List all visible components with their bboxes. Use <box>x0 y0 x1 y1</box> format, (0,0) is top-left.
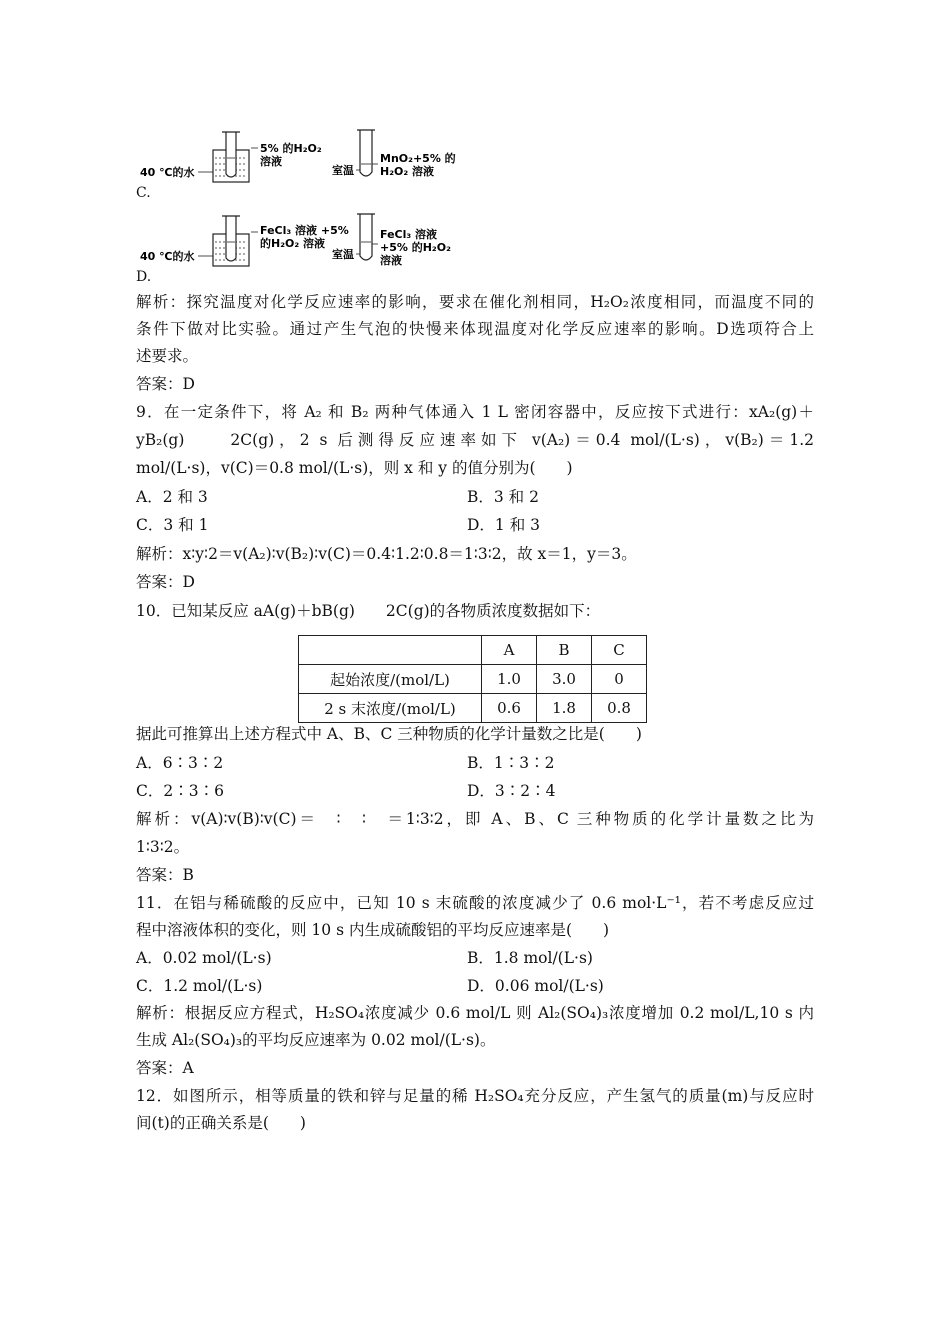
q10-option-a: A．6∶3∶2 <box>136 754 224 772</box>
table-header-row <box>299 636 647 665</box>
table-cell: 0.6 <box>482 694 537 723</box>
table-cell: 2 s 末浓度/(mol/L) <box>299 694 482 723</box>
q10-option-d: D．3∶2∶4 <box>467 782 556 800</box>
q11-stem-line-2: 程中溶液体积的变化，则 10 s 内生成硫酸铝的平均反应速率是( ) <box>136 921 610 939</box>
fig-c-right-tube-label-1: MnO₂+5% 的 <box>380 152 456 165</box>
option-c-label: C. <box>136 185 151 201</box>
q11-analysis-line-1: 解析：根据反应方程式，H₂SO₄浓度减少 0.6 mol/L 则 Al₂(SO₄)₃浓度增加 0.2 mol/L,10 s 内 <box>136 1004 814 1022</box>
q9-option-d: D．1 和 3 <box>467 516 541 534</box>
beaker-icon <box>198 132 258 182</box>
q9-option-a: A．2 和 3 <box>136 488 208 506</box>
q10-analysis-line-2: 1∶3∶2。 <box>136 838 190 856</box>
fig-d-right-tube-label-3: 溶液 <box>380 254 402 267</box>
table-cell: 起始浓度/(mol/L) <box>299 665 482 694</box>
q11-option-b: B．1.8 mol/(L·s) <box>467 949 593 967</box>
q11-analysis-line-2: 生成 Al₂(SO₄)₃的平均反应速率为 0.02 mol/(L·s)。 <box>136 1031 496 1049</box>
test-tube-icon <box>356 130 378 176</box>
fig-d-left-label: 40 ℃的水 <box>140 250 195 263</box>
fig-d-left-tube-label-1: FeCl₃ 溶液 +5% <box>260 224 349 237</box>
fig-c-right-label: 室温 <box>332 164 354 177</box>
q9-analysis: 解析：x∶y∶2＝v(A₂)∶v(B₂)∶v(C)＝0.4∶1.2∶0.8＝1∶3∶2，故 x＝1，y＝3。 <box>136 545 637 563</box>
fig-d-right-label: 室温 <box>332 248 354 261</box>
table-row <box>299 665 647 694</box>
q11-option-a: A．0.02 mol/(L·s) <box>136 949 272 967</box>
concentration-table <box>298 635 647 723</box>
table-header-cell: B <box>537 636 592 665</box>
fig-c-left-tube-label-1: 5% 的H₂O₂ <box>260 142 322 155</box>
q10-question: 据此可推算出上述方程式中 A、B、C 三种物质的化学计量数之比是( ) <box>136 725 642 743</box>
table-header-cell <box>299 636 482 665</box>
q11-stem-line-1: 11．在铝与稀硫酸的反应中，已知 10 s 末硫酸的浓度减少了 0.6 mol·L⁻¹，若不考虑反应过 <box>136 894 814 912</box>
table-row <box>299 694 647 723</box>
q10-answer: 答案：B <box>136 866 194 884</box>
q8-analysis-line-2: 条件下做对比实验。通过产生气泡的快慢来体现温度对化学反应速率的影响。D选项符合上 <box>136 320 814 338</box>
fig-c-left-label: 40 ℃的水 <box>140 166 195 179</box>
q9-stem-line-3: mol/(L·s)，v(C)＝0.8 mol/(L·s)，则 x 和 y 的值分别为( ) <box>136 459 573 477</box>
q8-answer: 答案：D <box>136 375 195 393</box>
fig-d-right-tube-label-1: FeCl₃ 溶液 <box>380 228 438 241</box>
q10-analysis-line-1: 解析：v(A)∶v(B)∶v(C)＝ ∶ ∶ ＝1∶3∶2，即 A、B、C 三种物质的化学计量数之比为 <box>136 810 814 828</box>
q8-analysis-line-3: 述要求。 <box>136 347 199 365</box>
table-header-cell: A <box>482 636 537 665</box>
table-header-cell: C <box>592 636 647 665</box>
q10-option-c: C．2∶3∶6 <box>136 782 224 800</box>
q9-stem-line-2: yB₂(g) 2C(g)，2 s 后测得反应速率如下 v(A₂)＝0.4 mol/(L·s)，v(B₂)＝1.2 <box>136 431 814 449</box>
fig-c-right-tube-label-2: H₂O₂ 溶液 <box>380 165 435 178</box>
table-cell: 0 <box>592 665 647 694</box>
q9-stem-line-1: 9．在一定条件下，将 A₂ 和 B₂ 两种气体通入 1 L 密闭容器中，反应按下式进行：xA₂(g)＋ <box>136 403 814 421</box>
table-cell: 1.0 <box>482 665 537 694</box>
q11-answer: 答案：A <box>136 1059 194 1077</box>
figure-option-d <box>140 212 470 276</box>
table-cell: 3.0 <box>537 665 592 694</box>
q11-option-c: C．1.2 mol/(L·s) <box>136 977 263 995</box>
q10-stem: 10．已知某反应 aA(g)＋bB(g) 2C(g)的各物质浓度数据如下： <box>136 602 601 620</box>
fig-d-left-tube-label-2: 的H₂O₂ 溶液 <box>260 237 326 250</box>
q9-option-c: C．3 和 1 <box>136 516 209 534</box>
test-tube-icon <box>356 214 378 260</box>
fig-d-right-tube-label-2: +5% 的H₂O₂ <box>380 241 451 254</box>
fig-c-left-tube-label-2: 溶液 <box>260 155 282 168</box>
beaker-icon <box>198 216 258 266</box>
figure-option-c <box>140 128 470 192</box>
table-cell: 1.8 <box>537 694 592 723</box>
table-cell: 0.8 <box>592 694 647 723</box>
q10-option-b: B．1∶3∶2 <box>467 754 555 772</box>
q9-answer: 答案：D <box>136 573 195 591</box>
q11-option-d: D．0.06 mol/(L·s) <box>467 977 604 995</box>
q12-stem-line-2: 间(t)的正确关系是( ) <box>136 1114 306 1132</box>
option-d-label: D. <box>136 269 152 285</box>
q12-stem-line-1: 12．如图所示，相等质量的铁和锌与足量的稀 H₂SO₄充分反应，产生氢气的质量(m)与反应时 <box>136 1087 814 1105</box>
q9-option-b: B．3 和 2 <box>467 488 539 506</box>
q8-analysis-line-1: 解析：探究温度对化学反应速率的影响，要求在催化剂相同，H₂O₂浓度相同，而温度不同的 <box>136 293 814 311</box>
